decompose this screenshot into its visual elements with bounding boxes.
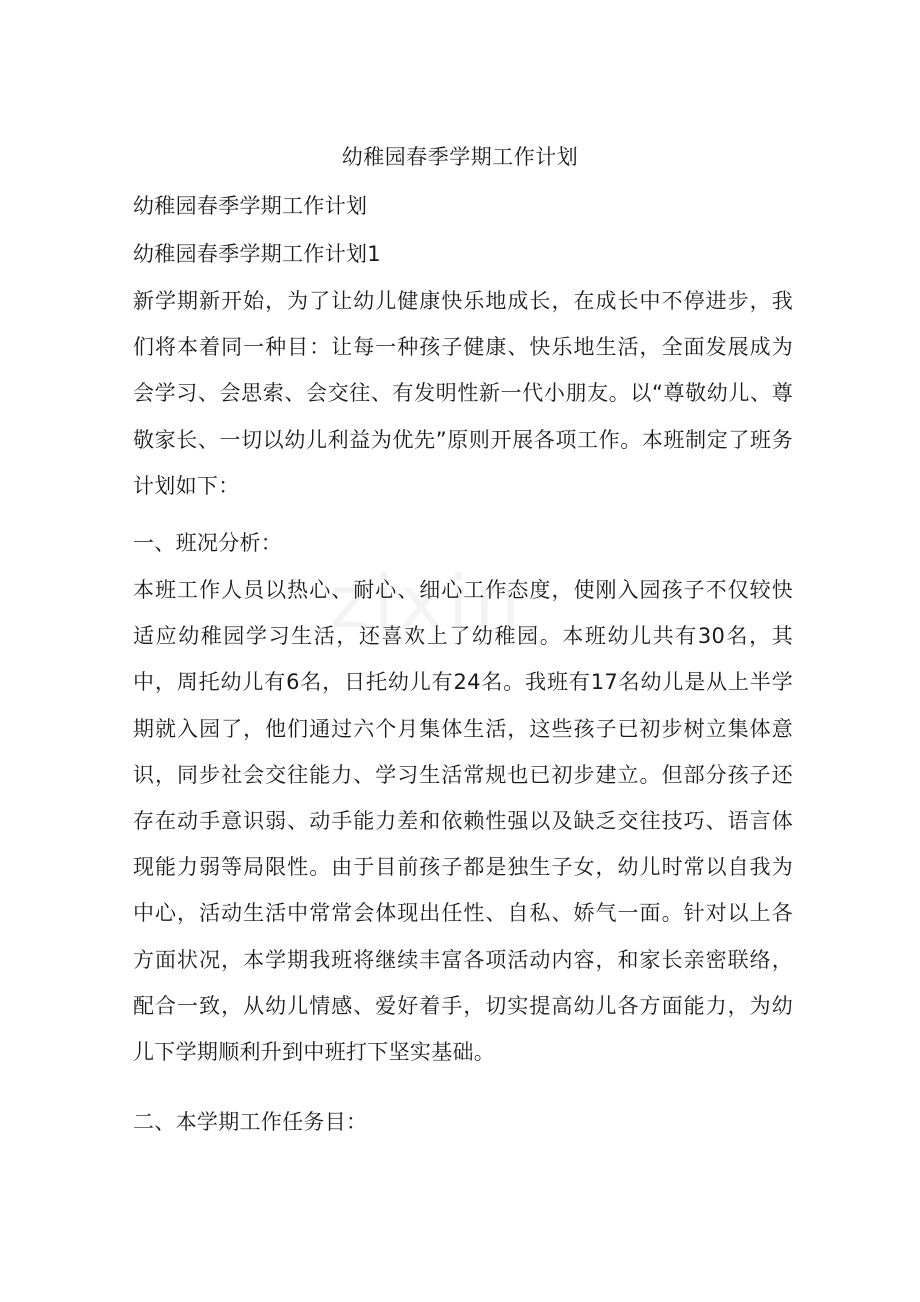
section-heading: 幼稚园春季学期工作计划1 — [133, 242, 381, 266]
watermark: zixin — [330, 560, 527, 644]
analysis-paragraph: 本班工作人员以热心、耐心、细心工作态度，使刚入园孩子不仅较快适应幼稚园学习生活，还喜欢上了幼稚园。本班幼儿共有30名，其中，周托幼儿有6名，日托幼儿有24名。我班有17名幼儿是从上半学期就入园了，他们通过六个月集体生活，这些孩子已初步树立集体意识，同步社会交往能力、学习生活常规也已初步建立。但部分孩子还存在动手意识弱、动手能力差和依赖性强以及缺乏交往技巧、语言体现能力弱等局限性。由于目前孩子都是独生子女，幼儿时常以自我为中心，活动生活中常常会体现出任性、自私、娇气一面。针对以上各方面状况，本学期我班将继续丰富各项活动内容，和家长亲密联络，配合一致，从幼儿情感、爱好着手，切实提高幼儿各方面能力，为幼儿下学期顺利升到中班打下坚实基础。 — [133, 578, 793, 1065]
heading-class-analysis: 一、班况分析： — [133, 531, 283, 555]
heading-semester-goals: 二、本学期工作任务目： — [133, 1110, 368, 1134]
document-subtitle: 幼稚园春季学期工作计划 — [133, 194, 368, 218]
document-title: 幼稚园春季学期工作计划 — [341, 145, 579, 169]
intro-paragraph: 新学期新开始，为了让幼儿健康快乐地成长，在成长中不停进步，我们将本着同一种目：让每一种孩子健康、快乐地生活，全面发展成为会学习、会思索、会交往、有发明性新一代小朋友。以“尊敬幼儿、尊敬家长、一切以幼儿利益为优先”原则开展各项工作。本班制定了班务计划如下： — [133, 289, 793, 498]
